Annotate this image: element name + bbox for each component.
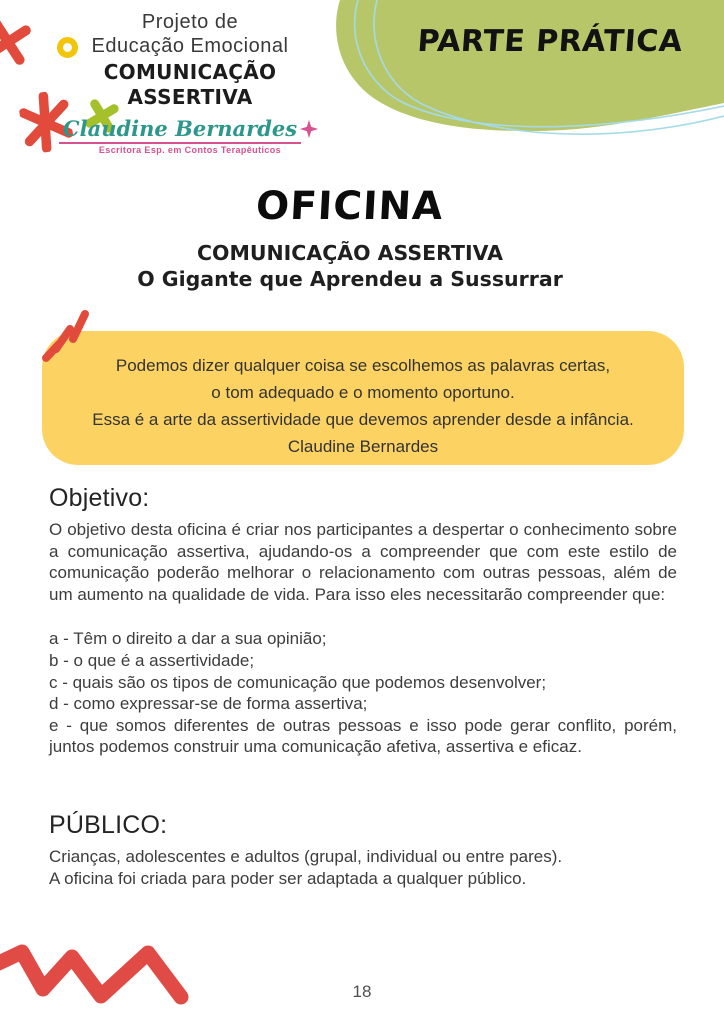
list-item: e - que somos diferentes de outras pessoas e isso pode gerar conflito, porém, juntos podemos construir uma comunicação afetiva, assertiva e eficaz. (49, 715, 677, 757)
author-tagline: Escritora Esp. em Contos Terapêuticos (98, 145, 282, 155)
story-title: O Gigante que Aprendeu a Sussurrar (137, 267, 563, 291)
page-title: OFICINA (255, 184, 445, 229)
project-logo (40, 10, 340, 155)
list-item: c - quais são os tipos de comunicação que podemos desenvolver; (49, 672, 547, 692)
quote-text (42, 331, 684, 460)
objective-paragraph: O objetivo desta oficina é criar nos participantes a despertar o conhecimento sobre a comunicação assertiva, ajudando-os a compreender que com este estilo de comunicação poderão melhorar o relacionamento com outras pessoas, além de um aumento na qualidade de vida. Para isso eles necessitarão compreender que: (49, 520, 677, 604)
logo-line-comunicacao: COMUNICAÇÃO ASSERTIVA (103, 60, 277, 109)
quote-line: o tom adequado e o momento oportuno. (211, 383, 515, 402)
logo-line-projeto: Projeto de (141, 11, 239, 33)
quote-author: Claudine Bernardes (287, 437, 439, 456)
audience-heading: PÚBLICO: (49, 811, 168, 839)
banner-parte-pratica: PARTE PRÁTICA (416, 24, 684, 59)
list-item: a - Têm o direito a dar a sua opinião; (49, 629, 327, 649)
workshop-subtitle: COMUNICAÇÃO ASSERTIVA (197, 241, 503, 265)
quote-line: Podemos dizer qualquer coisa se escolhemos as palavras certas, (115, 356, 611, 375)
pink-sparkle-icon (299, 119, 319, 139)
audience-line: A oficina foi criada para poder ser adaptada a qualquer público. (49, 868, 527, 888)
objective-section (49, 484, 677, 758)
objective-heading: Objetivo: (49, 484, 150, 512)
page-number: 18 (352, 982, 372, 1001)
list-item: b - o que é a assertividade; (49, 650, 255, 670)
objective-list (49, 628, 677, 758)
list-item: d - como expressar-se de forma assertiva; (49, 694, 368, 714)
workshop-title-block (0, 186, 700, 292)
quote-box (42, 331, 684, 465)
logo-line-educacao: Educação Emocional (91, 35, 289, 57)
quote-line: Essa é a arte da assertividade que devemos aprender desde a infância. (92, 410, 634, 429)
audience-section (49, 811, 677, 889)
emphasis-marks-icon (38, 306, 98, 370)
author-signature-row (40, 116, 340, 144)
audience-line: Crianças, adolescentes e adultos (grupal, individual ou entre pares). (49, 847, 563, 866)
author-signature: Claudine Bernardes (59, 116, 301, 144)
